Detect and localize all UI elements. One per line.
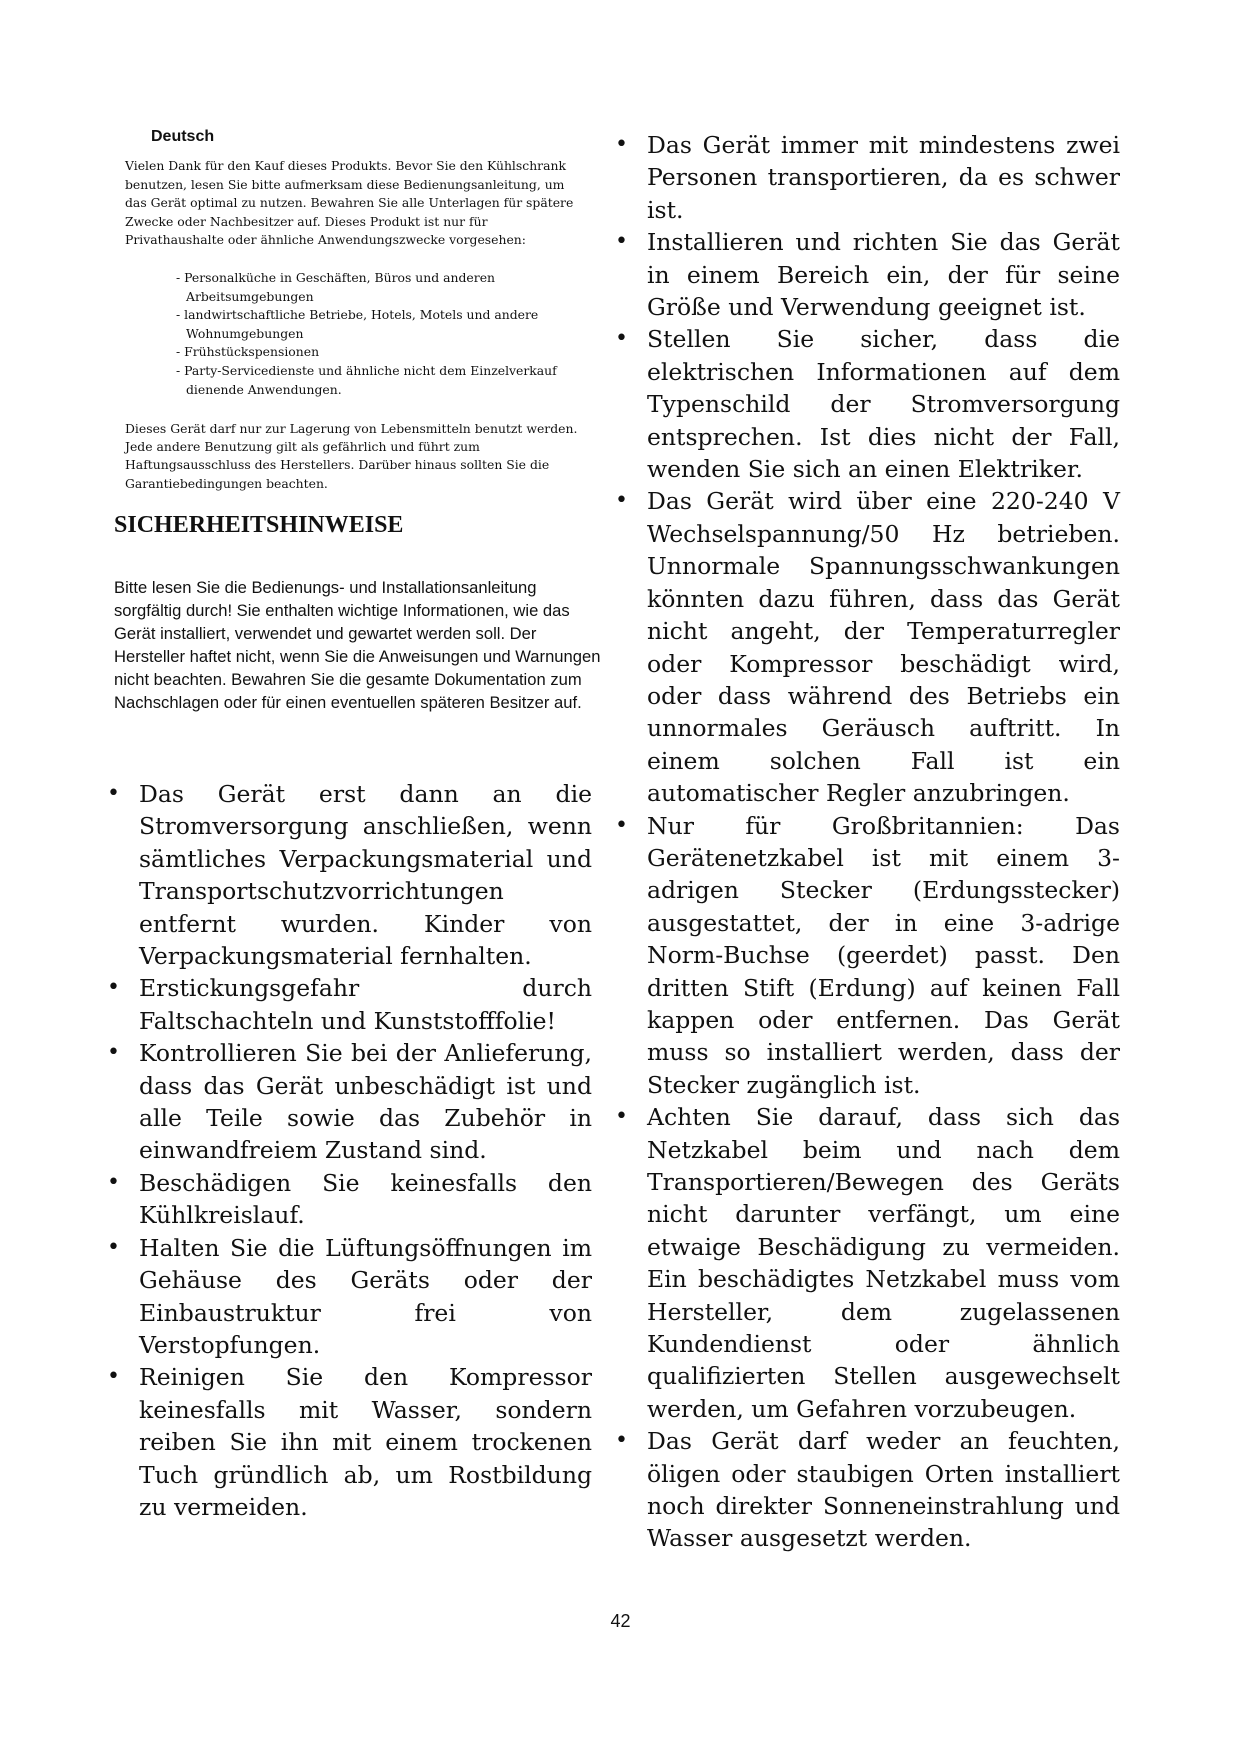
bullet-item: • Das Gerät immer mit mindestens zwei Personen transportieren, da es schwer ist.	[612, 129, 1120, 226]
bullet-item: • Nur für Großbritannien: Das Gerätenetzkabel ist mit einem 3-adrigen Stecker (Erdungsstecker) ausgestattet, der in eine 3-adrige Norm-Buchse (geerdet) passt. Den dritten Stift (Erdung) auf keinen Fall kappen oder entfernen. Das Gerät muss so installiert werden, dass der Stecker zugänglich ist.	[612, 810, 1120, 1102]
left-bullet-list	[104, 778, 592, 1523]
bullet-item: • Installieren und richten Sie das Gerät in einem Bereich ein, der für seine Größe und Verwendung geeignet ist.	[612, 226, 1120, 323]
language-heading: Deutsch	[151, 128, 215, 145]
bullet-item: • Kontrollieren Sie bei der Anlieferung, dass das Gerät unbeschädigt ist und alle Teile sowie das Zubehör in einwandfreiem Zustand sind.	[104, 1037, 592, 1167]
intro-paragraph: Vielen Dank für den Kauf dieses Produkts. Bevor Sie den Kühlschrank benutzen, lesen Sie bitte aufmerksam diese Bedienungsanleitung, um das Gerät optimal zu nutzen. Bewahren Sie alle Unterlagen für spätere Zwecke oder Nachbesitzer auf. Dieses Produkt ist nur für Privathaushalte oder ähnliche Anwendungszwecke vorgesehen:	[125, 158, 574, 248]
bullet-item: • Beschädigen Sie keinesfalls den Kühlkreislauf.	[104, 1167, 592, 1232]
bullet-item: • Das Gerät wird über eine 220-240 V Wechselspannung/50 Hz betrieben. Unnormale Spannungsschwankungen könnten dazu führen, dass das Gerät nicht angeht, der Temperaturregler oder Kompressor beschädigt wird, oder dass während des Betriebs ein unnormales Geräusch auftritt. In einem solchen Fall ist ein automatischer Regler anzubringen.	[612, 485, 1120, 809]
usage-item: - Party-Servicedienste und ähnliche nicht dem Einzelverkauf dienende Anwendungen.	[176, 362, 596, 399]
bullet-item: • Reinigen Sie den Kompressor keinesfalls mit Wasser, sondern reiben Sie ihn mit einem trockenen Tuch gründlich ab, um Rostbildung zu vermeiden.	[104, 1361, 592, 1523]
bullet-item: • Stellen Sie sicher, dass die elektrischen Informationen auf dem Typenschild der Stromversorgung entsprechen. Ist dies nicht der Fall, wenden Sie sich an einen Elektriker.	[612, 323, 1120, 485]
usage-item: - landwirtschaftliche Betriebe, Hotels, Motels und andere Wohnumgebungen	[176, 306, 596, 343]
bullet-item: • Das Gerät erst dann an die Stromversorgung anschließen, wenn sämtliches Verpackungsmaterial und Transportschutzvorrichtungen entfernt wurden. Kinder von Verpackungsmaterial fernhalten.	[104, 778, 592, 972]
bullet-item: • Das Gerät darf weder an feuchten, öligen oder staubigen Orten installiert noch direkter Sonneneinstrahlung und Wasser ausgesetzt werden.	[612, 1425, 1120, 1555]
page-number: 42	[610, 1611, 631, 1631]
usage-item: - Frühstückspensionen	[176, 343, 596, 362]
bullet-item: • Achten Sie darauf, dass sich das Netzkabel beim und nach dem Transportieren/Bewegen des Geräts nicht darunter verfängt, um eine etwaige Beschädigung zu vermeiden. Ein beschädigtes Netzkabel muss vom Hersteller, dem zugelassenen Kundendienst oder ähnlich qualifizierten Stellen ausgewechselt werden, um Gefahren vorzubeugen.	[612, 1101, 1120, 1425]
right-bullet-list	[612, 129, 1120, 1555]
safety-intro: Bitte lesen Sie die Bedienungs- und Installationsanleitung sorgfältig durch! Sie enthalten wichtige Informationen, wie das Gerät installiert, verwendet und gewartet werden soll. Der Hersteller haftet nicht, wenn Sie die Anweisungen und Warnungen nicht beachten. Bewahren Sie die gesamte Dokumentation zum Nachschlagen oder für einen eventuellen späteren Besitzer auf.	[114, 578, 601, 712]
usage-list	[176, 269, 596, 399]
usage-item: - Personalküche in Geschäften, Büros und anderen Arbeitsumgebungen	[176, 269, 596, 306]
section-title: SICHERHEITSHINWEISE	[114, 512, 404, 538]
bullet-item: • Erstickungsgefahr durch Faltschachteln und Kunststofffolie!	[104, 972, 592, 1037]
bullet-item: • Halten Sie die Lüftungsöffnungen im Gehäuse des Geräts oder der Einbaustruktur frei von Verstopfungen.	[104, 1232, 592, 1362]
usage-note: Dieses Gerät darf nur zur Lagerung von Lebensmitteln benutzt werden. Jede andere Benutzung gilt als gefährlich und führt zum Haftungsausschluss des Herstellers. Darüber hinaus sollten Sie die Garantiebedingungen beachten.	[125, 421, 578, 491]
